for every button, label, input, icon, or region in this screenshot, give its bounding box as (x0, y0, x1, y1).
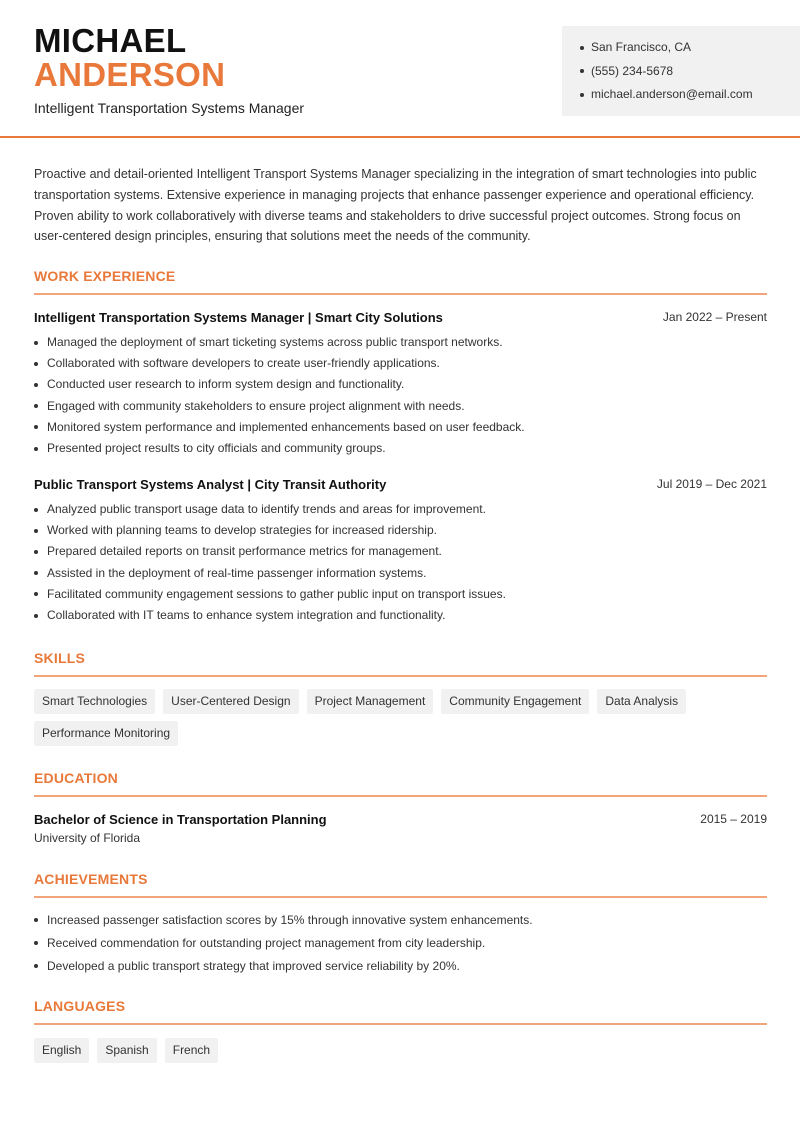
list-item-text: Presented project results to city officials and community groups. (47, 440, 386, 455)
role-title: Intelligent Transportation Systems Manager (34, 100, 305, 116)
bullet-icon (34, 941, 38, 945)
contact-phone-text: (555) 234-5678 (591, 63, 674, 78)
bullet-icon (34, 404, 38, 408)
first-name: MICHAEL (34, 22, 187, 59)
bullet-icon (34, 447, 38, 451)
resume-header (0, 0, 800, 138)
section-divider (34, 675, 767, 677)
contact-email-text[interactable]: michael.anderson@email.com (591, 87, 753, 101)
list-item-text: Analyzed public transport usage data to identify trends and areas for improvement. (47, 502, 486, 516)
list-item (34, 605, 767, 626)
contact-email[interactable] (580, 83, 800, 107)
skill-chip: Performance Monitoring (34, 721, 178, 746)
bullet-icon (580, 46, 584, 50)
education-school: University of Florida (34, 831, 141, 845)
contact-phone (580, 60, 800, 84)
language-chip: English (34, 1038, 89, 1063)
job-dates: Jan 2022 – Present (662, 310, 767, 324)
list-item-text: Prepared detailed reports on transit performance metrics for management. (47, 544, 442, 559)
section-title-achievements: ACHIEVEMENTS (34, 871, 148, 887)
job-bullets (34, 499, 767, 626)
section-divider (34, 795, 767, 797)
job-title: Intelligent Transportation Systems Manager | Smart City Solutions (34, 309, 443, 325)
bullet-icon (34, 383, 38, 387)
bullet-icon (580, 93, 584, 97)
contact-box (562, 26, 800, 116)
bullet-icon (34, 592, 38, 596)
list-item-text: Facilitated community engagement sessions to gather public input on transport issues. (47, 586, 506, 601)
bullet-icon (34, 508, 38, 512)
section-title-work: WORK EXPERIENCE (34, 268, 176, 284)
job-title: Public Transport Systems Analyst | City Transit Authority (34, 476, 387, 492)
job-dates: Jul 2019 – Dec 2021 (656, 477, 767, 491)
skill-chip: Community Engagement (441, 689, 589, 714)
bullet-icon (34, 571, 38, 575)
list-item (34, 909, 767, 932)
list-item-text: Engaged with community stakeholders to ensure project alignment with needs. (47, 398, 465, 413)
education-header (34, 810, 767, 828)
skill-chip: User-Centered Design (163, 689, 298, 714)
skill-chip: Smart Technologies (34, 689, 155, 714)
section-title-languages: LANGUAGES (34, 998, 126, 1014)
list-item (34, 374, 767, 395)
list-item (34, 563, 767, 584)
languages-chips (34, 1038, 767, 1070)
list-item (34, 438, 767, 459)
list-item (34, 955, 767, 978)
skills-chips (34, 689, 767, 753)
list-item-text: Received commendation for outstanding project management from city leadership. (47, 935, 486, 950)
list-item (34, 584, 767, 605)
bullet-icon (34, 614, 38, 618)
section-divider (34, 896, 767, 898)
list-item (34, 417, 767, 438)
language-chip: Spanish (97, 1038, 156, 1063)
section-title-skills: SKILLS (34, 650, 85, 666)
education-degree: Bachelor of Science in Transportation Planning (34, 811, 327, 827)
bullet-icon (34, 425, 38, 429)
list-item (34, 932, 767, 955)
list-item-text: Increased passenger satisfaction scores by 15% through innovative system enhancements. (47, 913, 533, 927)
list-item (34, 332, 767, 353)
list-item-text: Monitored system performance and implemented enhancements based on user feedback. (47, 419, 525, 434)
section-divider (34, 1023, 767, 1025)
list-item (34, 396, 767, 417)
bullet-icon (34, 550, 38, 554)
list-item-text: Assisted in the deployment of real-time passenger information systems. (47, 565, 427, 580)
bullet-icon (34, 529, 38, 533)
list-item (34, 541, 767, 562)
list-item-text: Conducted user research to inform system design and functionality. (47, 377, 405, 392)
section-title-education: EDUCATION (34, 770, 118, 786)
list-item-text: Managed the deployment of smart ticketing systems across public transport networks. (47, 335, 503, 349)
job-header (34, 475, 767, 493)
bullet-icon (34, 362, 38, 366)
bullet-icon (34, 341, 38, 345)
bullet-icon (580, 69, 584, 73)
list-item (34, 520, 767, 541)
last-name: ANDERSON (34, 56, 226, 93)
skill-chip: Project Management (307, 689, 434, 714)
bullet-icon (34, 918, 38, 922)
education-dates: 2015 – 2019 (700, 812, 767, 826)
list-item-text: Developed a public transport strategy that improved service reliability by 20%. (47, 958, 460, 973)
section-divider (34, 293, 767, 295)
bullet-icon (34, 964, 38, 968)
job-header (34, 308, 767, 326)
achievements-list (34, 909, 767, 977)
list-item-text: Collaborated with IT teams to enhance system integration and functionality. (47, 607, 446, 622)
list-item-text: Worked with planning teams to develop strategies for increased ridership. (47, 523, 437, 538)
skill-chip: Data Analysis (597, 689, 686, 714)
list-item-text: Collaborated with software developers to create user-friendly applications. (47, 356, 440, 371)
language-chip: French (165, 1038, 218, 1063)
contact-location (580, 36, 800, 60)
summary: Proactive and detail-oriented Intelligent Transport Systems Manager specializing in the integration of smart technologies into public transportation systems. Extensive experience in managing projects that enhance passenger experience and operational efficiency. Proven ability to work collaboratively with diverse teams and stakeholders to drive successful project outcomes. Strong focus on user-centered design principles, ensuring that solutions meet the needs of the community. (34, 167, 757, 244)
contact-location-text: San Francisco, CA (591, 40, 692, 54)
list-item (34, 353, 767, 374)
job-bullets (34, 332, 767, 459)
list-item (34, 499, 767, 520)
